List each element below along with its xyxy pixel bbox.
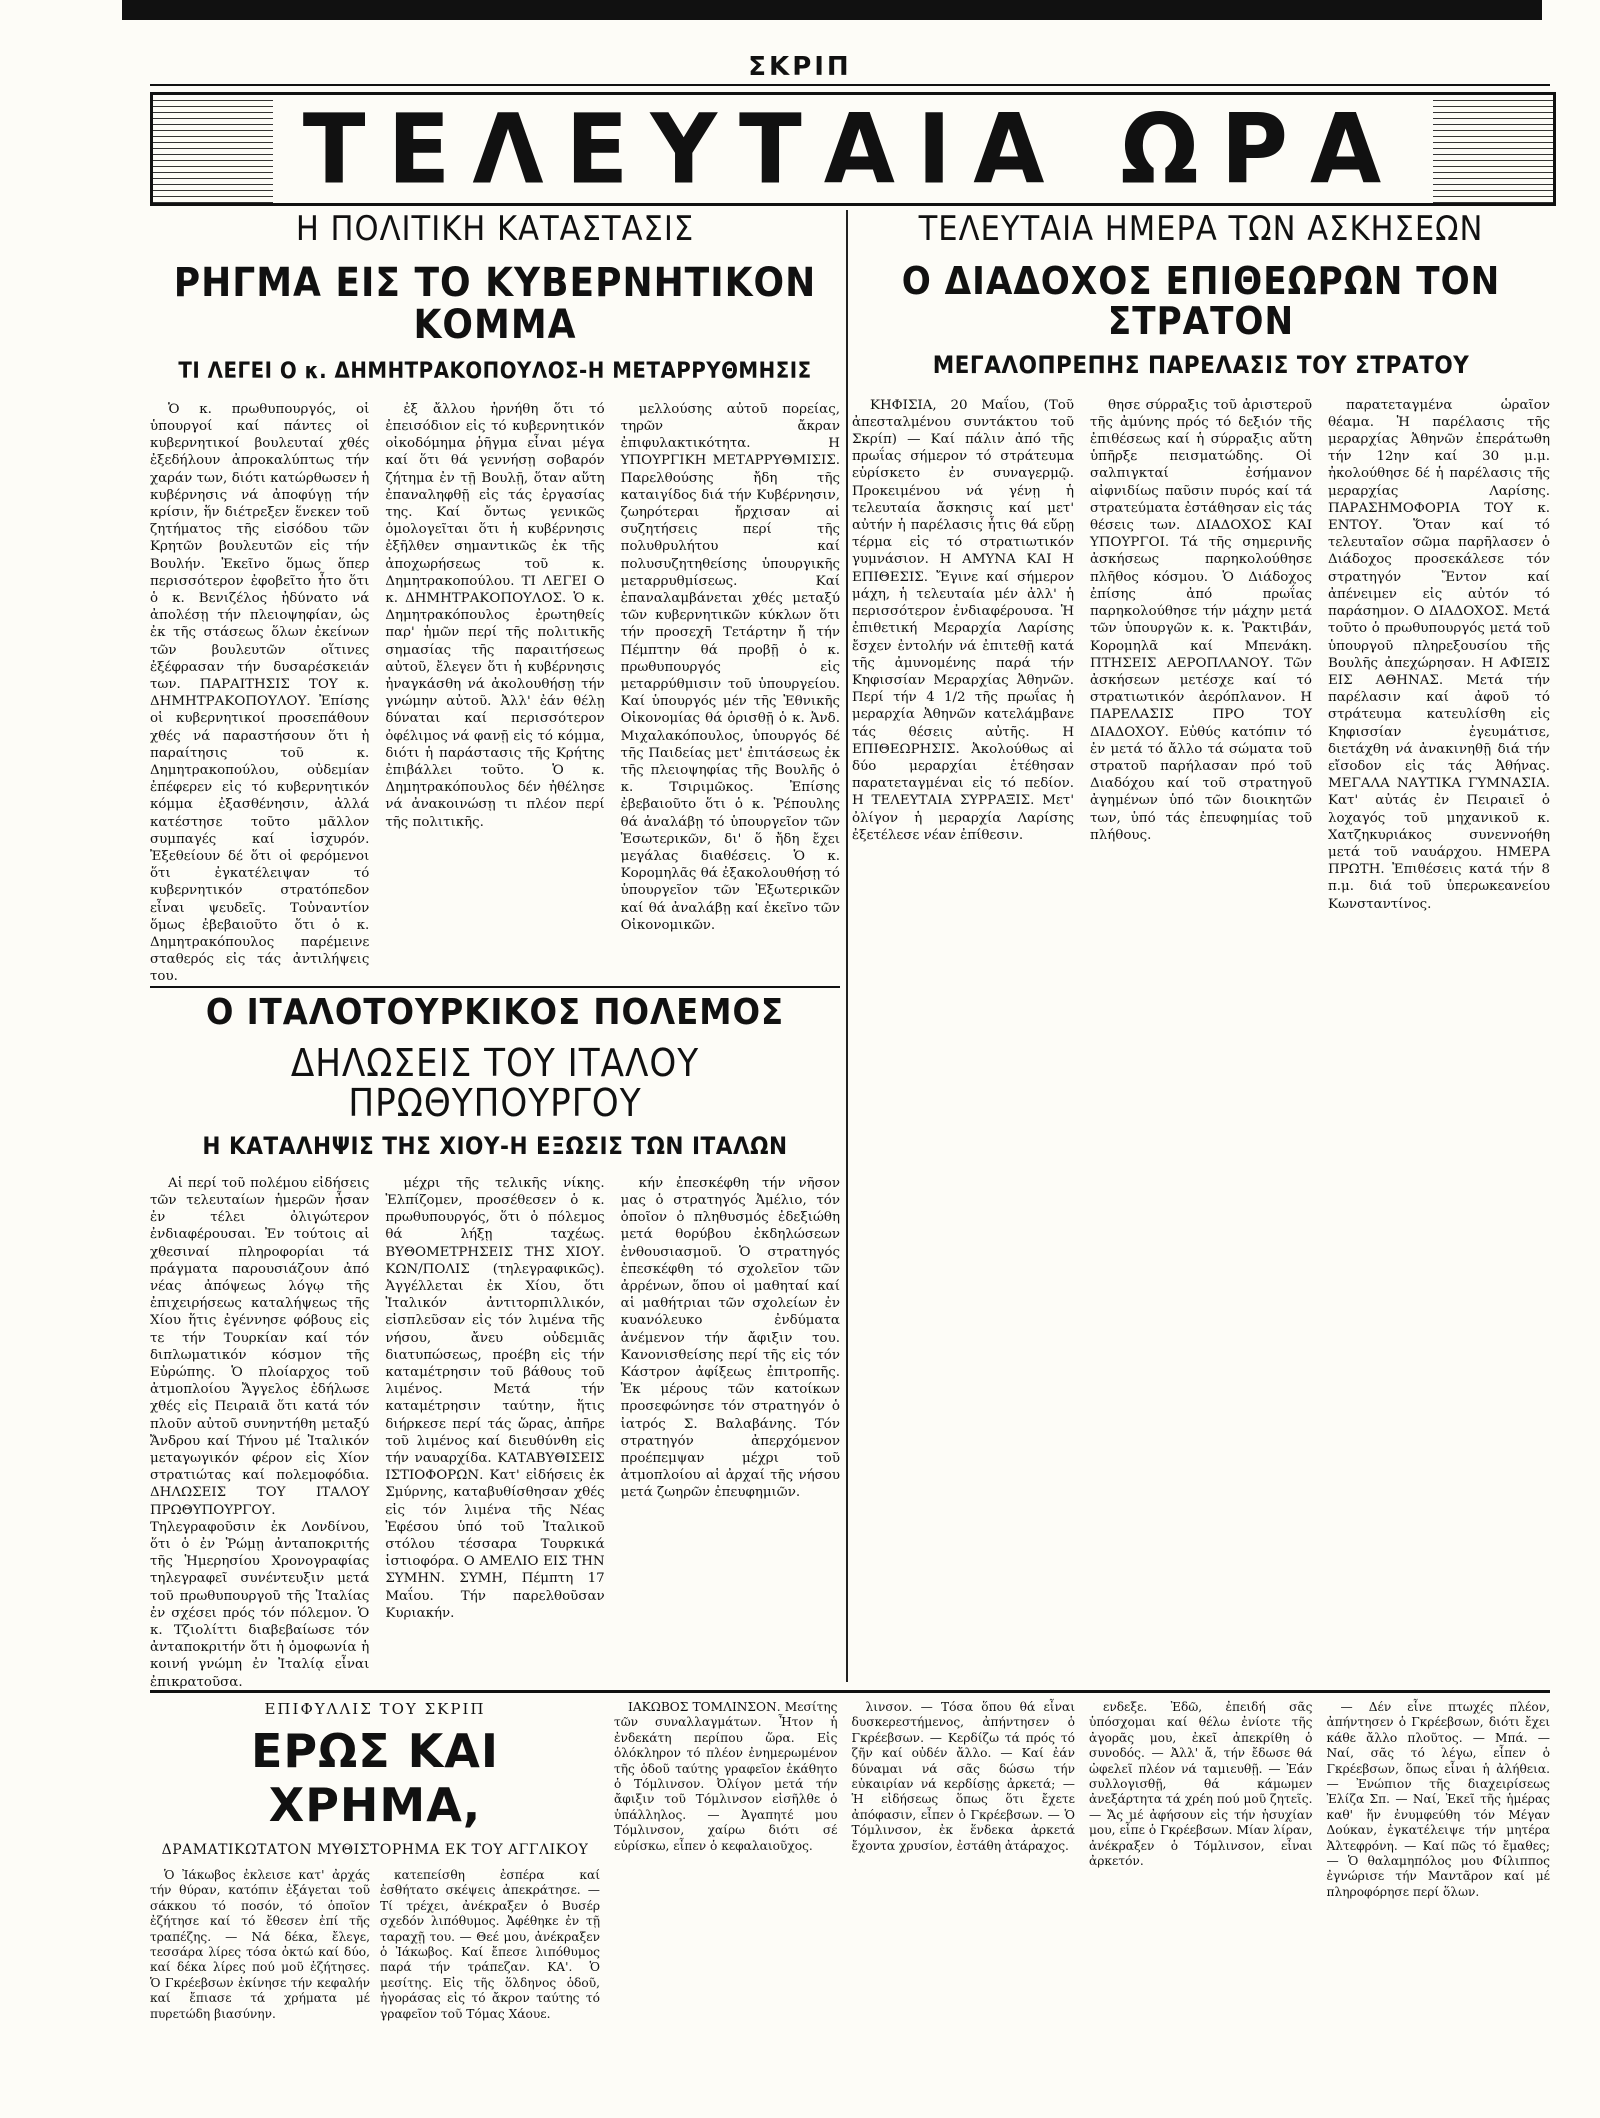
left-story-col-1-text: Ὁ κ. πρωθυπουργός, οἱ ὑπουργοί καί πάντες οἱ κυβερνητικοί βουλευταί χθές ἐξεδήλουν ἀπροκαλύπτως τήν χαράν των, διότι κατώρθωσεν ἡ κυβέρνησις νά ἀποφύγῃ τήν κρίσιν, ἥν διέτρεξεν ἕνεκεν τοῦ ζητήματος τῆς εἰσόδου τῶν Κρητῶν βουλευτῶν εἰς τήν Βουλήν. Ἐκεῖνο ὅμως ὅπερ περισσότερον ἐφοβεῖτο ἦτο ὅτι ὁ κ. Βενιζέλος ἠδύνατο νά ἀπολέσῃ τήν πλειοψηφίαν, ὡς ἐκ τῆς στάσεως ὅλων ἐκείνων τῶν βουλευτῶν οἵτινες ἐξέφρασαν τήν δυσαρέσκειάν των. ΠΑΡΑΙΤΗΣΙΣ ΤΟΥ κ. ΔΗΜΗΤΡΑΚΟΠΟΥΛΟΥ. Ἐπίσης οἱ κυβερνητικοί προσεπάθουν χθές νά παραστήσουν ὅτι ἡ παραίτησις τοῦ κ. Δημητρακοπούλου, οὐδεμίαν ἐπέφερεν εἰς τό κυβερνητικόν κόμμα ἐξασθένησιν, ἀλλά κατέστησε τοῦτο μᾶλλον συμπαγές καί ἰσχυρόν. Ἐξεθείουν δέ ὅτι οἱ φερόμενοι ὅτι ἐγκατέλειψαν τό κυβερνητικόν στρατόπεδον εἶναι ψευδεῖς. Τοὐναντίον ὅμως ἐβεβαιοῦτο ὅτι ὁ κ. Δημητρακόπουλος παρέμεινε σταθερός εἰς τάς ἀντιλήψεις του. <box>150 401 370 985</box>
right-story-col-1 <box>852 397 1074 1697</box>
left-story-col-3 <box>621 401 840 1011</box>
war-story-col-2 <box>385 1175 604 1695</box>
serial-col-6 <box>1327 1700 1551 2100</box>
banner <box>150 92 1556 206</box>
right-story-col-2-text: θησε σύρραξις τοῦ ἀριστεροῦ τῆς ἀμύνης πρός τό δεξιόν τῆς ἐπιθέσεως καί ἡ σύρραξις αὕτη ὑπῆρξε πεισματώδης. Οἱ σαλπιγκταί ἐσήμανον αἰφνιδίως παῦσιν πυρός καί τά στρατεύματα ἐστάθησαν εἰς τάς θέσεις των. ΔΙΑΔΟΧΟΣ ΚΑΙ ΥΠΟΥΡΓΟΙ. Τά τῆς σημερινῆς ἀσκήσεως παρηκολούθησε πλῆθος κόσμου. Ὁ Διάδοχος ἐπίσης ἀπό πρωΐας παρηκολούθησε τήν μάχην μετά τῶν ὑπουργῶν κ. κ. Ῥακτιβάν, Κορομηλᾶ καί Μπενάκη. ΠΤΗΣΕΙΣ ΑΕΡΟΠΛΑΝΟΥ. Τῶν ἀσκήσεων μετέσχε καί τό στρατιωτικόν ἀερόπλανον. Η ΠΑΡΕΛΑΣΙΣ ΠΡΟ ΤΟΥ ΔΙΑΔΟΧΟΥ. Εὐθύς κατόπιν τό ἐν μετά τό ἄλλο τά σώματα τοῦ στρατοῦ παρήλασαν πρό τοῦ Διαδόχου καί τοῦ στρατηγοῦ ἀγημένων ὑπό τῶν διοικητῶν των, ὑπό τάς ἐπευφημίας τοῦ πλήθους. <box>1090 397 1312 843</box>
serial-col-2-text: κατεπείσθη ἐσπέρα καί ἐσθήτατο σκέψεις ἀπεκράτησε. — Τί τρέχει, ἀνέκραξεν ὁ Βυσέρ σχεδόν λιπόθυμος. Ἀφέθηκε ἐν τῇ ταραχῇ του. — Θεέ μου, ἀνέκραξεν ὁ Ἰάκωβος. Καί ἔπεσε λιπόθυμος παρά τήν τράπεζαν. ΚΑ'. Ὁ μεσίτης. Εἰς τῆς ὅλδηνος ὁδοῦ, ἠγοράσας εἰς τό ἄκρον ταύτης τό γραφεῖον τοῦ Τόμας Χάουε. <box>380 1868 600 2021</box>
masthead-rule <box>150 84 1550 86</box>
top-black-bar <box>122 0 1542 20</box>
left-story-title: ΡΗΓΜΑ ΕΙΣ ΤΟ ΚΥΒΕΡΝΗΤΙΚΟΝ ΚΟΜΜΑ <box>173 259 817 348</box>
war-story-col-2-text: μέχρι τῆς τελικῆς νίκης. Ἐλπίζομεν, προσέθεσεν ὁ κ. πρωθυπουργός, ὅτι ὁ πόλεμος θά λήξῃ ταχέως. ΒΥΘΟΜΕΤΡΗΣΕΙΣ ΤΗΣ ΧΙΟΥ. ΚΩΝ/ΠΟΛΙΣ (τηλεγραφικῶς). Ἀγγέλλεται ἐκ Χίου, ὅτι Ἰταλικόν ἀντιτορπιλλικόν, εἰσπλεῦσαν εἰς τόν λιμένα τῆς νήσου, ἄνευ οὐδεμιᾶς διατυπώσεως, προέβη εἰς τήν καταμέτρησιν τοῦ βάθους τοῦ λιμένος. Μετά τήν καταμέτρησιν ταύτην, ἥτις διήρκεσε περί τάς ὥρας, ἀπῆρε τοῦ λιμένος καί διευθύνθη εἰς τήν ναυαρχίδα. ΚΑΤΑΒΥΘΙΣΕΙΣ ΙΣΤΙΟΦΟΡΩΝ. Κατ' εἰδήσεις ἐκ Σμύρνης, καταβυθίσθησαν χθές εἰς τόν λιμένα τῆς Νέας Ἐφέσου ὑπό τοῦ Ἰταλικοῦ στόλου τέσσαρα Τουρκικά ἱστιοφόρα. Ο ΑΜΕΛΙΟ ΕΙΣ ΤΗΝ ΣΥΜΗΝ. ΣΥΜΗ, Πέμπτη 17 Μαΐου. Τήν παρελθοῦσαν Κυριακήν. <box>385 1175 605 1621</box>
serial-col-1 <box>150 1868 370 2118</box>
serial-col-1-text: Ὁ Ἰάκωβος ἐκλεισε κατ' ἀρχάς τήν θύραν, κατόπιν ἐξάγεται τοῦ σάκκου τό ποσόν, τό ὁποῖον ἐζήτησε καί τό ἔθεσεν ἐπί τῆς τραπέζης. — Νά δέκα, ἔλεγε, τεσσάρα λίρες τόσα ὀκτώ καί δύο, καί δέκα λίρες πού μοῦ ἐζήτησες. Ὁ Γκρέεβσων ἐκίνησε τήν κεφαλήν καί ἔπιασε τά χρήματα μέ πυρετώδη βιασύνην. <box>150 1868 370 2021</box>
serial-col-5-text: ενδεξε. Ἐδῶ, ἐπειδή σᾶς ὑπόσχομαι καί θέλω ἐνίοτε τῆς ἀγορᾶς μου, ἐκεῖ ἀπεκρίθη ὁ συνοδός. — Ἀλλ' ἄ, τήν ἔδωσε θά ὠφελεῖ πλέον νά ταμιευθῇ. — Ἐάν συλλογισθῇ, θά κάμωμεν ἀνεξάρτητα τά χρέη πού μοῦ ζητεῖς. — Ἄς μέ ἀφήσουν εἰς τήν ἡσυχίαν μου, εἶπε ὁ Γκρέεβσων. Μίαν λίραν, ἀνέκραξεν ὁ Τόμλινσον, εἶναι ἀρκετόν. <box>1089 1700 1313 1869</box>
right-story-col-1-text: ΚΗΦΙΣΙΑ, 20 Μαΐου, (Τοῦ ἀπεσταλμένου συντάκτου τοῦ Σκρίπ) — Καί πάλιν ἀπό τῆς πρωΐας σήμερον τό στράτευμα εὑρίσκετο ἐν συναγερμῷ. Προκειμένου νά γένῃ ἡ τελευταία ἄσκησις καί μετ' αὐτήν ἡ παρέλασις ἧτις θά εὕρῃ τέρμα εἰς τό στρατιωτικόν γυμνάσιον. Η ΑΜΥΝΑ ΚΑΙ Η ΕΠΙΘΕΣΙΣ. Ἔγινε καί σήμερον μάχη, ἡ τελευταία μέν ἀλλ' ἡ περισσότερον ἐνδιαφέρουσα. Ἡ ἐπιθετική Μεραρχία Λαρίσης ἔσχεν ἐντολήν νά ἐπιτεθῇ κατά τῆς ἀμυνομένης παρά τήν Κηφισσίαν Μεραρχίας Ἀθηνῶν. Περί τήν 4 1/2 τῆς πρωΐας ἡ μεραρχία Ἀθηνῶν κατελάμβανε τάς θέσεις αὐτῆς. Η ΕΠΙΘΕΩΡΗΣΙΣ. Ἀκολούθως αἱ δύο μεραρχίαι ἐτέθησαν παρατεταγμέναι εἰς τό πεδίον. Η ΤΕΛΕΥΤΑΙΑ ΣΥΡΡΑΞΙΣ. Μετ' ὀλίγον ἡ μεραρχία Λαρίσης ἐξετέλεσε νέαν ἐπίθεσιν. <box>852 397 1074 843</box>
war-story-rule <box>150 986 840 988</box>
left-story-kicker: Η ΠΟΛΙΤΙΚΗ ΚΑΤΑΣΤΑΣΙΣ <box>295 209 695 249</box>
right-story <box>852 208 1550 1682</box>
war-story-col-1 <box>150 1175 369 1695</box>
left-story-subtitle: ΤΙ ΛΕΓΕΙ Ο κ. ΔΗΜΗΤΡΑΚΟΠΟΥΛΟΣ-Η ΜΕΤΑΡΡΥΘΜΗΣΙΣ <box>178 358 812 384</box>
serial-columns <box>150 1700 1550 2100</box>
right-story-columns <box>852 397 1550 1697</box>
serial <box>150 1700 1550 2100</box>
serial-header-col <box>150 1700 600 2100</box>
war-story-col-3 <box>621 1175 840 1695</box>
war-story-col-3-text: κήν ἐπεσκέφθη τήν νῆσον μας ὁ στρατηγός Ἀμέλιο, τόν ὁποῖον ὁ πληθυσμός ἐδεξιώθη μετά θορύβου ἐκδηλώσεων ἐνθουσιασμοῦ. Ὁ στρατηγός ἐπεσκέφθη τό σχολεῖον τῶν ἀρρένων, ὅπου οἱ μαθηταί καί αἱ μαθήτριαι τῶν σχολείων ἐν κυανόλευκο ἐνδύματα ἀνέμενον τήν ἄφιξιν του. Κανονισθείσης περί τῆς εἰς τόν Κάστρον ἀφίξεως ἐπιτροπῆς. Ἐκ μέρους τῶν κατοίκων προσεφώνησε τόν στρατηγόν ὁ ἰατρός Σ. Βαλαβάνης. Τόν στρατηγόν ἀπερχόμενον προέπεμψαν μέχρι τοῦ ἀτμοπλοίου αἱ ἀρχαί τῆς νήσου μετά ζωηρῶν ἐπευφημιῶν. <box>620 1175 840 1501</box>
banner-title: ΤΕΛΕΥΤΑΙΑ ΩΡΑ <box>302 92 1404 206</box>
serial-col-4 <box>852 1700 1076 2100</box>
left-story-col-3-text: μελλούσης αὐτοῦ πορείας, τηρῶν ἄκραν ἐπιφυλακτικότητα. Η ΥΠΟΥΡΓΙΚΗ ΜΕΤΑΡΡΥΘΜΙΣΙΣ. Παρελθούσης ἤδη τῆς καταιγίδος διά τήν Κυβέρνησιν, ζωηρότεραι ἤρχισαν αἱ συζητήσεις περί τῆς πολυθρυλήτου καί πολυσυζητηθείσης ὑπουργικῆς μεταρρυθμίσεως. Καί ἐπαναλαμβάνεται χθές μεταξύ τῶν κυβερνητικῶν κύκλων ὅτι τήν προσεχῆ Τετάρτην ἤ τήν Πέμπτην θά προβῇ ὁ κ. πρωθυπουργός εἰς μεταρρύθμισιν τοῦ ὑπουργείου. Καί ὑπουργός μέν τῆς Ἐθνικῆς Οἰκονομίας θά ὁρισθῇ ὁ κ. Ἀνδ. Μιχαλακόπουλος, ὑπουργός δέ τῆς Παιδείας μετ' ἐπιτάσεως ἐκ τῆς πλειοψηφίας τῆς Βουλῆς ὁ κ. Τσιριμῶκος. Ἐπίσης ἐβεβαιοῦτο ὅτι ὁ κ. Ῥέπουλης θά ἀναλάβῃ τό ὑπουργεῖον τῶν Ἐσωτερικῶν, δι' ὅ ἤδη ἔχει μεγάλας διαθέσεις. Ὁ κ. Κορομηλᾶς θά ἐξακολουθήσῃ τό ὑπουργεῖον τῶν Ἐξωτερικῶν καί θά ἀναλάβῃ καί ἐκεῖνο τῶν Οἰκονομικῶν. <box>620 401 840 933</box>
war-story-subtitle: Η ΚΑΤΑΛΗΨΙΣ ΤΗΣ ΧΙΟΥ-Η ΕΞΩΣΙΣ ΤΩΝ ΙΤΑΛΩΝ <box>202 1131 788 1160</box>
left-story-col-1 <box>150 401 369 1011</box>
war-story-title: ΔΗΛΩΣΕΙΣ ΤΟΥ ΙΤΑΛΟΥ ΠΡΩΘΥΠΟΥΡΓΟΥ <box>290 1040 700 1125</box>
center-column-rule <box>846 210 848 1682</box>
war-story-kicker: Ο ΙΤΑΛΟΤΟΥΡΚΙΚΟΣ ΠΟΛΕΜΟΣ <box>205 992 785 1033</box>
right-story-kicker: ΤΕΛΕΥΤΑΙΑ ΗΜΕΡΑ ΤΩΝ ΑΣΚΗΣΕΩΝ <box>918 209 1484 249</box>
serial-tag: ΕΠΙΦΥΛΛΙΣ ΤΟΥ ΣΚΡΙΠ <box>264 1700 486 1718</box>
serial-subtitle: ΔΡΑΜΑΤΙΚΩΤΑΤΟΝ ΜΥΘΙΣΤΟΡΗΜΑ ΕΚ ΤΟΥ ΑΓΓΛΙΚΟΥ <box>161 1842 589 1858</box>
right-story-subtitle: ΜΕΓΑΛΟΠΡΕΠΗΣ ΠΑΡΕΛΑΣΙΣ ΤΟΥ ΣΤΡΑΤΟΥ <box>932 351 1470 380</box>
right-story-col-3-text: παρατεταγμένα ὡραῖον θέαμα. Ἡ παρέλασις τῆς μεραρχίας Ἀθηνῶν ἐπεράτωθη τήν 12ην καί 30 μ.μ. ἠκολούθησε δέ ἡ παρέλασις τῆς μεραρχίας Λαρίσης. ΠΑΡΑΣΗΜΟΦΟΡΙΑ ΤΟΥ κ. ΕΝΤΟΥ. Ὅταν καί τό τελευταῖον σῶμα παρῆλασεν ὁ Διάδοχος προσεκάλεσε τόν στρατηγόν Ἔντον καί ἀπένειμεν εἰς αὐτόν τό παράσημον. Ο ΔΙΑΔΟΧΟΣ. Μετά τοῦτο ὁ πρωθυπουργός μετά τοῦ ὑπουργοῦ πληρεξουσίου τῆς Βουλῆς ἀπεχώρησαν. Η ΑΦΙΞΙΣ ΕΙΣ ΑΘΗΝΑΣ. Μετά τήν παρέλασιν καί ἀφοῦ τό στράτευμα κατευλίσθη εἰς Κηφισσίαν ἐγευμάτισε, διετάχθη νά ἀνακινηθῇ διά τήν εἴσοδον εἰς τάς Ἀθήνας. ΜΕΓΑΛΑ ΝΑΥΤΙΚΑ ΓΥΜΝΑΣΙΑ. Κατ' αὐτάς ἐν Πειραιεῖ ὁ λοχαγός τοῦ μηχανικοῦ κ. Χατζηκυριάκος συνεννοήθη μετά τοῦ ναυάρχου. ΗΜΕΡΑ ΠΡΩΤΗ. Ἐπιθέσεις κατά τήν 8 π.μ. διά τοῦ ὑπερωκεανείου Κωνσταντίνος. <box>1328 397 1550 912</box>
serial-sub-columns <box>150 1868 600 2118</box>
right-story-col-3 <box>1328 397 1550 1697</box>
serial-col-6-text: — Δέν εἶνε πτωχές πλέον, ἀπήντησεν ὁ Γκρέεβσων, διότι ἔχει κάθε ἄλλο πλοῦτος. — Μπά. — Ναί, σᾶς τό λέγω, εἶπεν ὁ Γκρέεβσων, ὅπως εἶναι ἡ ἀλήθεια. — Ἐνώπιον τῆς διαχειρίσεως Ἐλίζα Σπ. — Ναί, Ἐκεῖ τῆς ἡμέρας καθ' ἥν ἐνυμφεύθη τόν Μέγαν Δούκαν, ἐγκατέλειψε τήν μητέρα Ἀλτεφρόνη. — Καί πῶς τό ἔμαθες; — Ὁ θαλαμηπόλος μου Φίλιππος ἐγνώρισε τήν Μαντᾶρον καί μέ πληροφόρησε περί ὅλων. <box>1326 1700 1550 1899</box>
serial-col-2 <box>380 1868 600 2118</box>
left-story-col-2-text: ἐξ ἄλλου ἠρνήθη ὅτι τό ἐπεισόδιον εἰς τό κυβερνητικόν οἰκοδόμημα ῥῆγμα εἶναι μέγα καί ὅτι θά γεννήσῃ σοβαρόν ζήτημα ἐν τῇ Βουλῇ, ὅταν αὕτη ἐπαναληφθῇ εἰς τάς ἐργασίας της. Καί ὄντως γενικῶς ὁμολογεῖται ὅτι ἡ κυβέρνησις ἐξῆλθεν σημαντικῶς ἐκ τῆς ἀποχωρήσεως τοῦ κ. Δημητρακοπούλου. ΤΙ ΛΕΓΕΙ Ο κ. ΔΗΜΗΤΡΑΚΟΠΟΥΛΟΣ. Ὁ κ. Δημητρακόπουλος ἐρωτηθείς παρ' ἡμῶν περί τῆς πολιτικῆς σημασίας τῆς παραιτήσεως αὐτοῦ, ἔλεγεν ὅτι ἡ κυβέρνησις ἠναγκάσθη νά ἀκολουθήσῃ τήν γνώμην αὐτοῦ. Ἀλλ' ἐάν θέλῃ δύναται καί περισσότερον ὀφέλιμος νά φανῇ εἰς τό κόμμα, διότι ἡ παράστασις τῆς Κρήτης ἐπιβάλλει τοῦτο. Ὁ κ. Δημητρακόπουλος δέν ἠθέλησε νά ἀνακοινώσῃ τι πλέον περί τῆς πολιτικῆς. <box>385 401 605 830</box>
serial-title: ΕΡΩΣ ΚΑΙ ΧΡΗΜΑ, <box>250 1724 500 1832</box>
serial-col-5 <box>1089 1700 1313 2100</box>
masthead: ΣΚΡΙΠ <box>748 52 852 82</box>
banner-inner <box>273 92 1433 206</box>
right-story-col-2 <box>1090 397 1312 1697</box>
left-story-columns <box>150 401 840 1011</box>
serial-col-4-text: λινσον. — Τόσα ὅπου θά εἶναι δυσκερεστήμενος, ἀπήντησεν ὁ Γκρέεβσων. — Κερδίζω τά πρός τό ζῆν καί οὐδέν ἄλλο. — Καί ἐάν δύναμαι νά σᾶς δώσω τήν εὐκαιρίαν νά κερδίσῃς ἀρκετά; — Ἡ εἰδήσεως ὅπως ὅτι ἔχετε ἀπόφασιν, εἶπεν ὁ Γκρέεβσων. — Ὁ Τόμλινσον, ἐκ ἕνδεκα ἀρκετά ἔχοντα χρυσίον, ἐστάθη ἀτάραχος. <box>851 1700 1075 1853</box>
war-story <box>150 992 840 1690</box>
serial-col-3 <box>614 1700 838 2100</box>
right-story-title: Ο ΔΙΑΔΟΧΟΣ ΕΠΙΘΕΩΡΩΝ ΤΟΝ ΣΤΡΑΤΟΝ <box>901 258 1501 343</box>
serial-col-3-text: ΙΑΚΩΒΟΣ ΤΟΜΛΙΝΣΟΝ. Μεσίτης τῶν συναλλαγμάτων. Ἦτον ἡ ἐνδεκάτη περίπου ὥρα. Εἰς ὁλόκληρον τό πλέον ἐνημερωμένον τῆς ὁδοῦ ταύτης γραφεῖον ἐκάθητο ὁ Τόμλινσον. Ὀλίγον μετά τήν ἄφιξιν τοῦ Τόμλινσον εἰσῆλθε ὁ ὑπάλληλος. — Ἀγαπητέ μου Τόμλινσον, χαίρω διότι σέ εὑρίσκω, εἶπεν ὁ κεφαλαιοῦχος. <box>614 1700 838 1853</box>
war-story-columns <box>150 1175 840 1695</box>
left-story-col-2 <box>385 401 604 1011</box>
left-story <box>150 208 840 988</box>
war-story-col-1-text: Αἱ περί τοῦ πολέμου εἰδήσεις τῶν τελευταίων ἡμερῶν ἦσαν ἐν τέλει ὀλιγώτερον ἐνδιαφέρουσαι. Ἐν τούτοις αἱ χθεσιναί πληροφορίαι τά πράγματα παρουσιάζουν ἀπό νέας ἀπόψεως λόγῳ τῆς ἐπιχειρήσεως καταλήψεως τῆς Χίου ἥτις ἐγέννησε φόβους εἰς τε τήν Τουρκίαν καί τόν διπλωματικόν κόσμον τῆς Εὐρώπης. Ὁ πλοίαρχος τοῦ ἀτμοπλοίου Ἄγγελος ἐδήλωσε χθές εἰς Πειραιᾶ ὅτι κατά τόν πλοῦν αὐτοῦ συνηντήθη μεταξύ Ἄνδρου καί Τήνου μέ Ἰταλικόν μεταγωγικόν φέρον εἰς Χίον στρατιώτας καί πολεμοφόδια. ΔΗΛΩΣΕΙΣ ΤΟΥ ΙΤΑΛΟΥ ΠΡΩΘΥΠΟΥΡΓΟΥ. Τηλεγραφοῦσιν ἐκ Λονδίνου, ὅτι ὁ ἐν Ῥώμῃ ἀνταποκριτής τῆς Ἡμερησίου Χρονογραφίας τηλεγραφεῖ συνέντευξιν μετά τοῦ πρωθυπουργοῦ τῆς Ἰταλίας ἐν σχέσει πρός τόν πόλεμον. Ὁ κ. Τζιολίττι διαβεβαίωσε τόν ἀνταποκριτήν ὅτι ἡ ὁμοφωνία ἡ κοινή γνώμη ἐν Ἰταλίᾳ εἶναι ἐπικρατοῦσα. <box>150 1175 370 1690</box>
